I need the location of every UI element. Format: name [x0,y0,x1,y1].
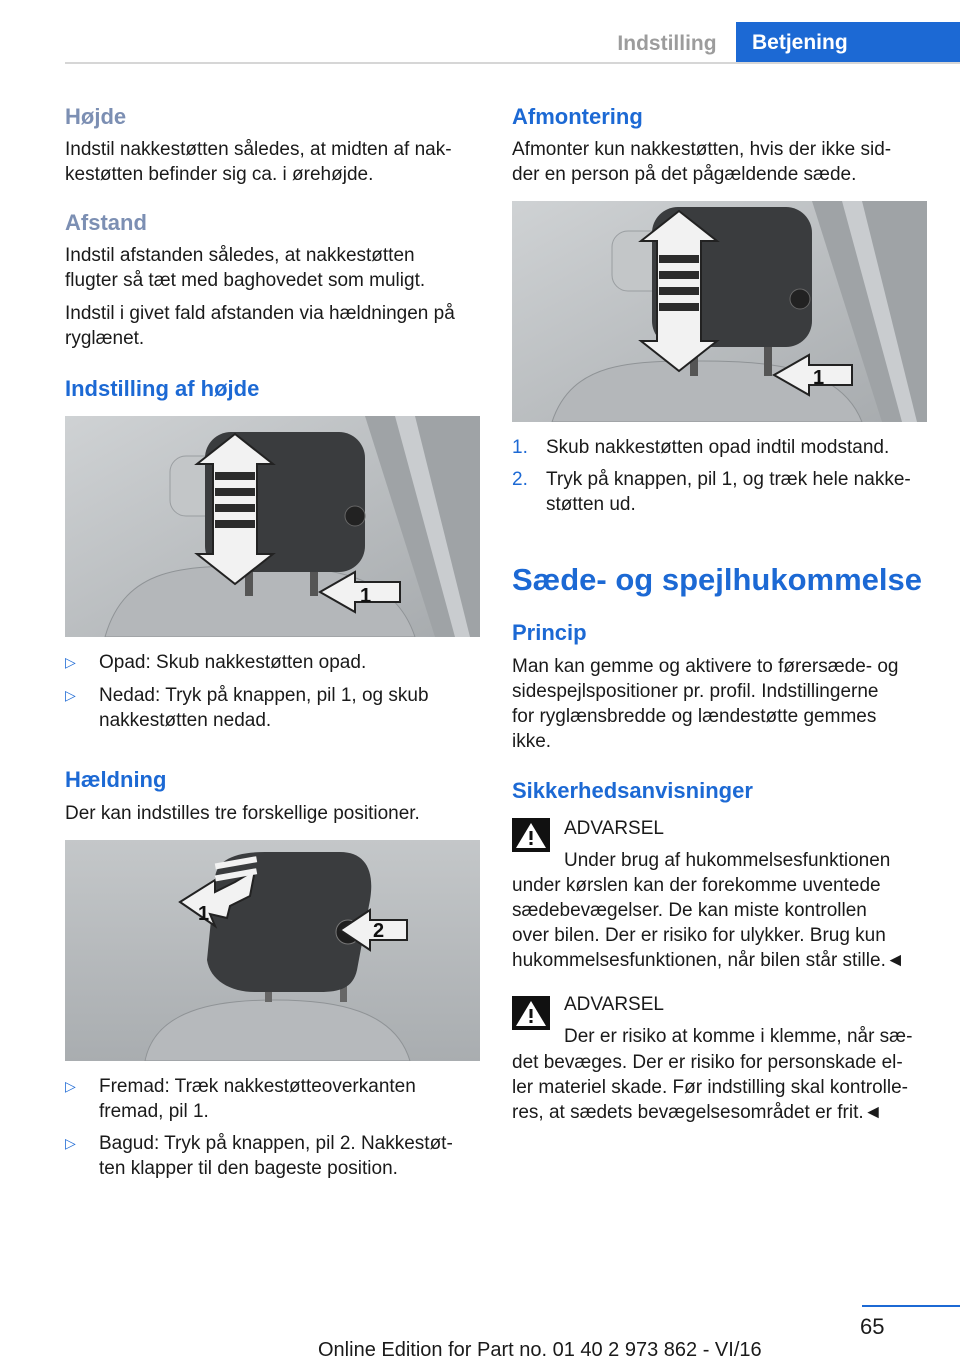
image2-arrow-label-2: 2 [373,920,385,942]
step-text: Skub nakkestøtten opad indtil modstand. [546,437,890,458]
warning1-line: sædebevægelser. De kan miste kontrollen [512,900,867,921]
warning1-line: hukommelsesfunktionen, når bilen står stille.◄ [512,950,905,971]
warning2-line: res, at sædets bevægelsesområdet er frit.◄ [512,1102,883,1123]
afmontering-text-line-2: der en person på det pågældende sæde. [512,164,857,185]
list-item-fremad [65,1074,480,1124]
list-item-text: Fremad: Træk nakkestøtteoverkanten [99,1076,416,1097]
headrest-removal-image [512,201,927,422]
haeldning-text: Der kan indstilles tre forskellige positioner. [65,803,420,824]
footer-edition-text: Online Edition for Part no. 01 40 2 973 862 - VI/16 [318,1339,762,1361]
list-item-text-cont: nakkestøtten nedad. [99,710,272,731]
list-item-text: Bagud: Tryk på knappen, pil 2. Nakkestøt- [99,1133,453,1154]
hoejde-text-line-1: Indstil nakkestøtten således, at midten af nak- [65,139,452,160]
afstand-text-line-4: ryglænet. [65,328,145,349]
warning1-line: under kørslen kan der forekomme uventede [512,875,881,896]
princip-line-4: ikke. [512,731,552,752]
header-tab-indstilling[interactable]: Indstilling [617,32,717,55]
header-tab-betjening[interactable]: Betjening [736,22,960,62]
footer-divider [862,1305,960,1307]
heading-sikkerhedsanvisninger: Sikkerhedsanvisninger [512,778,753,803]
princip-line-1: Man kan gemme og aktivere to førersæde- og [512,656,899,677]
list-item-text-cont: fremad, pil 1. [99,1101,209,1122]
warning1-line: over bilen. Der er risiko for ulykker. Brug kun [512,925,886,946]
list-item-text-cont: ten klapper til den bageste position. [99,1158,398,1179]
warning-triangle-icon [512,818,550,852]
list-item-text: Opad: Skub nakkestøtten opad. [99,652,367,673]
triangle-bullet-icon: ▷ [65,1135,76,1151]
triangle-bullet-icon: ▷ [65,654,76,670]
warning2-line: ler materiel skade. Før indstilling skal kontrolle- [512,1077,908,1098]
triangle-bullet-icon: ▷ [65,687,76,703]
warning1-first-line: Under brug af hukommelsesfunktionen [564,850,891,871]
warning2-line: det bevæges. Der er risiko for personskade el- [512,1052,903,1073]
heading-afstand: Afstand [65,210,147,235]
afmontering-text-line-1: Afmonter kun nakkestøtten, hvis der ikke sid- [512,139,892,160]
image2-arrow-label-1: 1 [198,903,210,925]
heading-princip: Princip [512,620,587,645]
warning2-label: ADVARSEL [564,994,664,1015]
headrest-tilt-image [65,840,480,1061]
afstand-text-line-1: Indstil afstanden således, at nakkestøtten [65,245,415,266]
header-divider [65,62,960,64]
image3-arrow-label: 1 [813,367,825,389]
list-item-nedad [65,683,480,733]
list-item-text: Nedad: Tryk på knappen, pil 1, og skub [99,685,429,706]
list-item-bagud [65,1131,480,1181]
image1-arrow-label: 1 [360,585,372,607]
triangle-bullet-icon: ▷ [65,1078,76,1094]
headrest-height-image [65,416,480,637]
heading-hoejde: Højde [65,104,127,129]
hoejde-text-line-2: kestøtten befinder sig ca. i ørehøjde. [65,164,374,185]
step-text: Tryk på knappen, pil 1, og træk hele nakke- [546,469,911,490]
afstand-text-line-2: flugter så tæt med baghovedet som muligt. [65,270,426,291]
step-2 [512,467,932,517]
chapter-title: Sæde- og spejlhukommelse [512,562,922,597]
princip-line-2: sidespejlspositioner pr. profil. Indstillingerne [512,681,879,702]
step-number: 2. [512,469,528,490]
page-number: 65 [860,1314,885,1339]
afstand-text-line-3: Indstil i givet fald afstanden via hældningen på [65,303,455,324]
warning-triangle-icon [512,996,550,1030]
heading-indstilling-af-hoejde: Indstilling af højde [65,376,260,401]
warning1-label: ADVARSEL [564,818,664,839]
step-text-cont: støtten ud. [546,494,636,515]
princip-line-3: for ryglænsbredde og lændestøtte gemmes [512,706,877,727]
heading-afmontering: Afmontering [512,104,643,129]
step-number: 1. [512,437,528,458]
heading-haeldning: Hældning [65,767,167,792]
warning2-first-line: Der er risiko at komme i klemme, når sæ- [564,1026,913,1047]
